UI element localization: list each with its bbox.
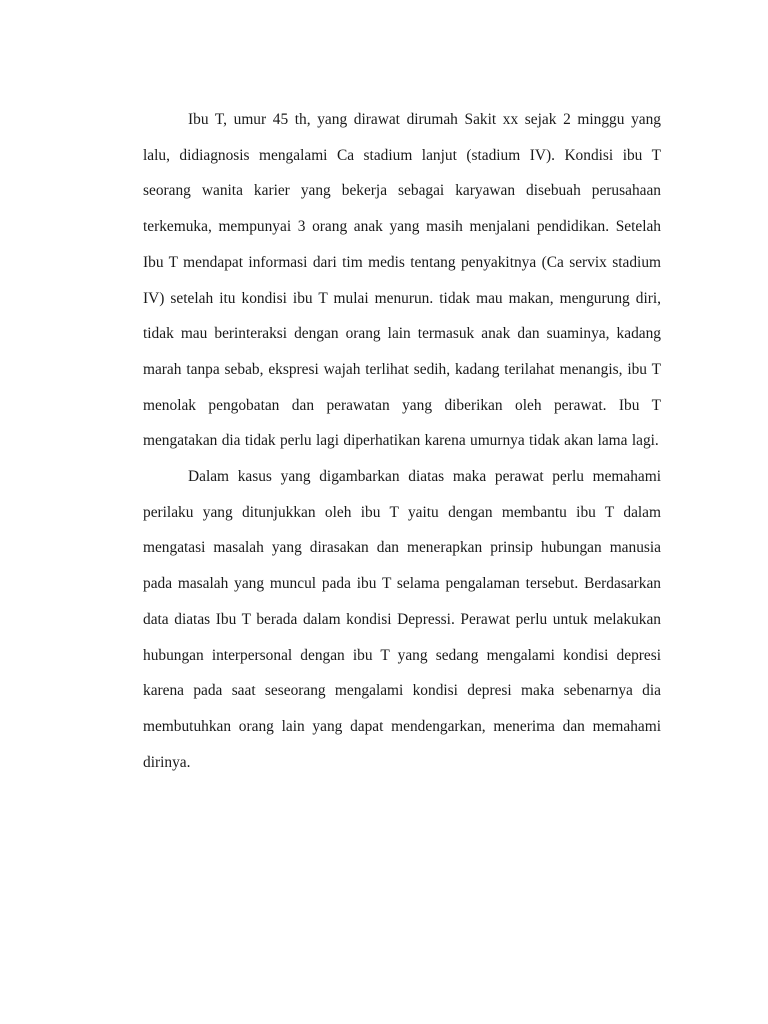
paragraph-case-description: Ibu T, umur 45 th, yang dirawat dirumah Sakit xx sejak 2 minggu yang lalu, didiagnosis mengalami Ca stadium lanjut (stadium IV). Kondisi ibu T seorang wanita karier yang bekerja sebagai karyawan disebuah perusahaan terkemuka, mempunyai 3 orang anak yang masih menjalani pendidikan. Setelah Ibu T mendapat informasi dari tim medis tentang penyakitnya (Ca servix stadium IV) setelah itu kondisi ibu T mulai menurun. tidak mau makan, mengurung diri, tidak mau berinteraksi dengan orang lain termasuk anak dan suaminya, kadang marah tanpa sebab, ekspresi wajah terlihat sedih, kadang terilahat menangis, ibu T menolak pengobatan dan perawatan yang diberikan oleh perawat. Ibu T mengatakan dia tidak perlu lagi diperhatikan karena umurnya tidak akan lama lagi. xyxy=(143,111,661,450)
paragraph-nursing-analysis: Dalam kasus yang digambarkan diatas maka perawat perlu memahami perilaku yang ditunjukkan oleh ibu T yaitu dengan membantu ibu T dalam mengatasi masalah yang dirasakan dan menerapkan prinsip hubungan manusia pada masalah yang muncul pada ibu T selama pengalaman tersebut. Berdasarkan data diatas Ibu T berada dalam kondisi Depressi. Perawat perlu untuk melakukan hubungan interpersonal dengan ibu T yang sedang mengalami kondisi depresi karena pada saat seseorang mengalami kondisi depresi maka sebenarnya dia membutuhkan orang lain yang dapat mendengarkan, menerima dan memahami dirinya. xyxy=(143,468,661,771)
document-body xyxy=(143,102,661,780)
